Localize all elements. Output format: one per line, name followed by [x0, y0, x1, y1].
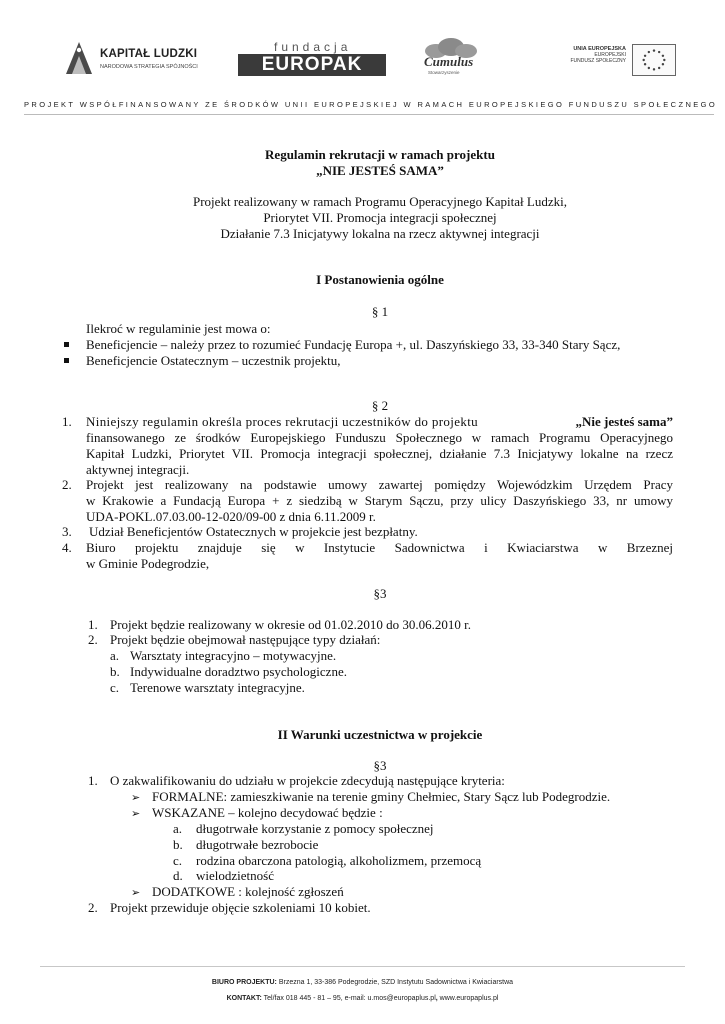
eu-line2: EUROPEJSKI [594, 52, 626, 58]
p2-item-1-line-1 [86, 414, 673, 430]
arrow-bullet-icon: ➢ [131, 791, 141, 804]
p2-item-4-line-2: w Gminie Podegrodzie, [86, 556, 210, 571]
paragraph-2-mark: § 2 [371, 398, 389, 413]
footer-office-label: BIURO PROJEKTU: [211, 979, 277, 986]
arrow-bullet-icon: ➢ [131, 886, 141, 899]
bullet-icon [64, 342, 69, 347]
criteria-sub-d-text: wielodzietność [196, 868, 274, 883]
section-2-heading: II Warunki uczestnictwa w projekcie [277, 727, 483, 742]
p1-bullet-1: Beneficjencie – należy przez to rozumieć Fundację Europa +, ul. Daszyńskiego 33, 33-340 Stary Sącz, [86, 337, 621, 352]
cumulus-sub: Stowarzyszenie [428, 70, 460, 75]
criteria-sub-c-letter: c. [173, 853, 183, 868]
criteria-additional: DODATKOWE : kolejność zgłoszeń [152, 884, 344, 899]
eu-logo [566, 44, 678, 78]
criteria-sub-b-text: długotrwałe bezrobocie [196, 837, 319, 852]
criteria-sub-c-text: rodzina obarczona patologią, alkoholizmem, przemocą [196, 853, 482, 868]
p2-item-4-number: 4. [62, 540, 72, 555]
p2-item-3-number: 3. [62, 524, 72, 539]
paragraph-3b-mark: §3 [373, 758, 387, 773]
p2-item-1-line-4: aktywnej integracji. [86, 462, 190, 477]
project-name: „NIE JESTEŚ SAMA” [316, 163, 444, 178]
criteria-sub-a-text: długotrwałe korzystanie z pomocy społecznej [196, 821, 434, 836]
p1-lead: Ilekroć w regulaminie jest mowa o: [86, 321, 271, 336]
footer-contact [0, 995, 725, 1002]
p3-sub-a-letter: a. [110, 648, 120, 663]
intro-line-1: Projekt realizowany w ramach Programu Operacyjnego Kapitał Ludzki, [193, 194, 567, 209]
p2-item-4-line-1: Biuro projektu znajduje się w Instytucie Sadownictwa i Kwiaciarstwa w Brzeznej [86, 540, 673, 555]
eu-line1: UNIA EUROPEJSKA [573, 46, 626, 52]
kapital-ludzki-subtitle: NARODOWA STRATEGIA SPÓJNOŚCI [100, 64, 198, 70]
p3-sub-b-letter: b. [110, 664, 120, 679]
intro-line-2: Priorytet VII. Promocja integracji społecznej [263, 210, 497, 225]
kapital-ludzki-mark-icon [62, 38, 96, 78]
p3-sub-a-text: Warsztaty integracyjno – motywacyjne. [130, 648, 337, 663]
criteria-item-2-number: 2. [88, 900, 98, 915]
footer-website-link[interactable]: www.europaplus.pl [439, 995, 499, 1002]
p2-item-1-line-2: finansowanego ze środków Europejskiego Funduszu Społecznego w ramach Programu Operacyjnego [86, 430, 673, 445]
criteria-item-1-text: O zakwalifikowaniu do udziału w projekcie zdecydują następujące kryteria: [110, 773, 505, 788]
p3-item-1-number: 1. [88, 617, 98, 632]
p3-item-1-text: Projekt będzie realizowany w okresie od 01.02.2010 do 30.06.2010 r. [110, 617, 472, 632]
arrow-bullet-icon: ➢ [131, 807, 141, 820]
p3-sub-b-text: Indywidualne doradztwo psychologiczne. [130, 664, 347, 679]
footer-contact-label: KONTAKT: [226, 995, 262, 1002]
eu-text [566, 46, 626, 64]
p3-sub-c-letter: c. [110, 680, 120, 695]
section-1-heading: I Postanowienia ogólne [316, 272, 444, 287]
p3-sub-c-text: Terenowe warsztaty integracyjne. [130, 680, 305, 695]
footer-divider [40, 966, 685, 967]
criteria-formal: FORMALNE: zamieszkiwanie na terenie gminy Chełmiec, Stary Sącz lub Podegrodzie. [152, 789, 611, 804]
p2-item-1-line-3: Kapitał Ludzki, Priorytet VII. Promocja integracji społecznej, działanie 7.3 Inicjatywy lokalne na rzecz [86, 446, 673, 461]
page-header [0, 0, 725, 100]
criteria-item-1-number: 1. [88, 773, 98, 788]
paragraph-1-mark: § 1 [371, 304, 389, 319]
p2-item-2-line-2: w Krakowie a Fundacją Europa + z siedzibą w Starym Sączu, przy ulicy Daszyńskiego 33, nr umowy [86, 493, 673, 508]
p3-item-2-number: 2. [88, 632, 98, 647]
p2-item-1-number: 1. [62, 414, 72, 429]
criteria-sub-d-letter: d. [173, 868, 183, 883]
criteria-sub-b-letter: b. [173, 837, 183, 852]
paragraph-3-mark: §3 [373, 586, 387, 601]
kapital-ludzki-logo [62, 38, 222, 82]
p2-item-1-project-name: „Nie jesteś sama” [575, 414, 673, 429]
footer-separator: , [435, 995, 438, 1002]
p2-item-3-text: Udział Beneficjentów Ostatecznych w projekcie jest bezpłatny. [89, 524, 418, 539]
bullet-icon [64, 358, 69, 363]
p2-item-1-text: Niniejszy regulamin określa proces rekrutacji uczestników do projektu [86, 414, 479, 429]
criteria-sub-a-letter: a. [173, 821, 183, 836]
criteria-item-2-text: Projekt przewiduje objęcie szkoleniami 10 kobiet. [110, 900, 371, 915]
fundacja-word: EUROPAK [261, 54, 363, 75]
header-divider [24, 114, 714, 115]
footer-office [0, 979, 725, 986]
cumulus-logo [418, 38, 484, 82]
footer-office-address: Brzezna 1, 33-386 Podegrodzie, SZD Instytutu Sadownictwa i Kwiaciarstwa [278, 979, 514, 986]
kapital-ludzki-title: KAPITAŁ LUDZKI [100, 48, 198, 60]
cumulus-word: Cumulus [424, 54, 474, 69]
eu-line3: FUNDUSZ SPOŁECZNY [570, 58, 626, 64]
cofinancing-tagline: PROJEKT WSPÓŁFINANSOWANY ZE ŚRODKÓW UNII EUROPEJSKIEJ W RAMACH EUROPEJSKIEGO FUNDUSZU SPOŁECZNEGO [24, 100, 718, 109]
fundacja-label: fundacja [274, 40, 352, 54]
p1-bullet-2: Beneficjencie Ostatecznym – uczestnik projektu, [86, 353, 341, 368]
criteria-recommended: WSKAZANE – kolejno decydować będzie : [152, 805, 383, 820]
p2-item-2-number: 2. [62, 477, 72, 492]
eu-flag-icon [632, 44, 676, 76]
fundacja-europa-logo [238, 40, 388, 80]
p2-item-2-line-3: UDA-POKL.07.03.00-12-020/09-00 z dnia 6.11.2009 r. [86, 509, 376, 524]
p3-item-2-text: Projekt będzie obejmował następujące typy działań: [110, 632, 381, 647]
intro-line-3: Działanie 7.3 Inicjatywy lokalna na rzecz aktywnej integracji [220, 226, 540, 241]
p2-item-2-line-1: Projekt jest realizowany na podstawie umowy zawartej pomiędzy Wojewódzkim Urzędem Pracy [86, 477, 673, 492]
doc-title: Regulamin rekrutacji w ramach projektu [265, 147, 495, 162]
footer-contact-details: Tel/fax 018 445 - 81 – 95, e-mail: u.mos@europaplus.pl [263, 995, 436, 1002]
